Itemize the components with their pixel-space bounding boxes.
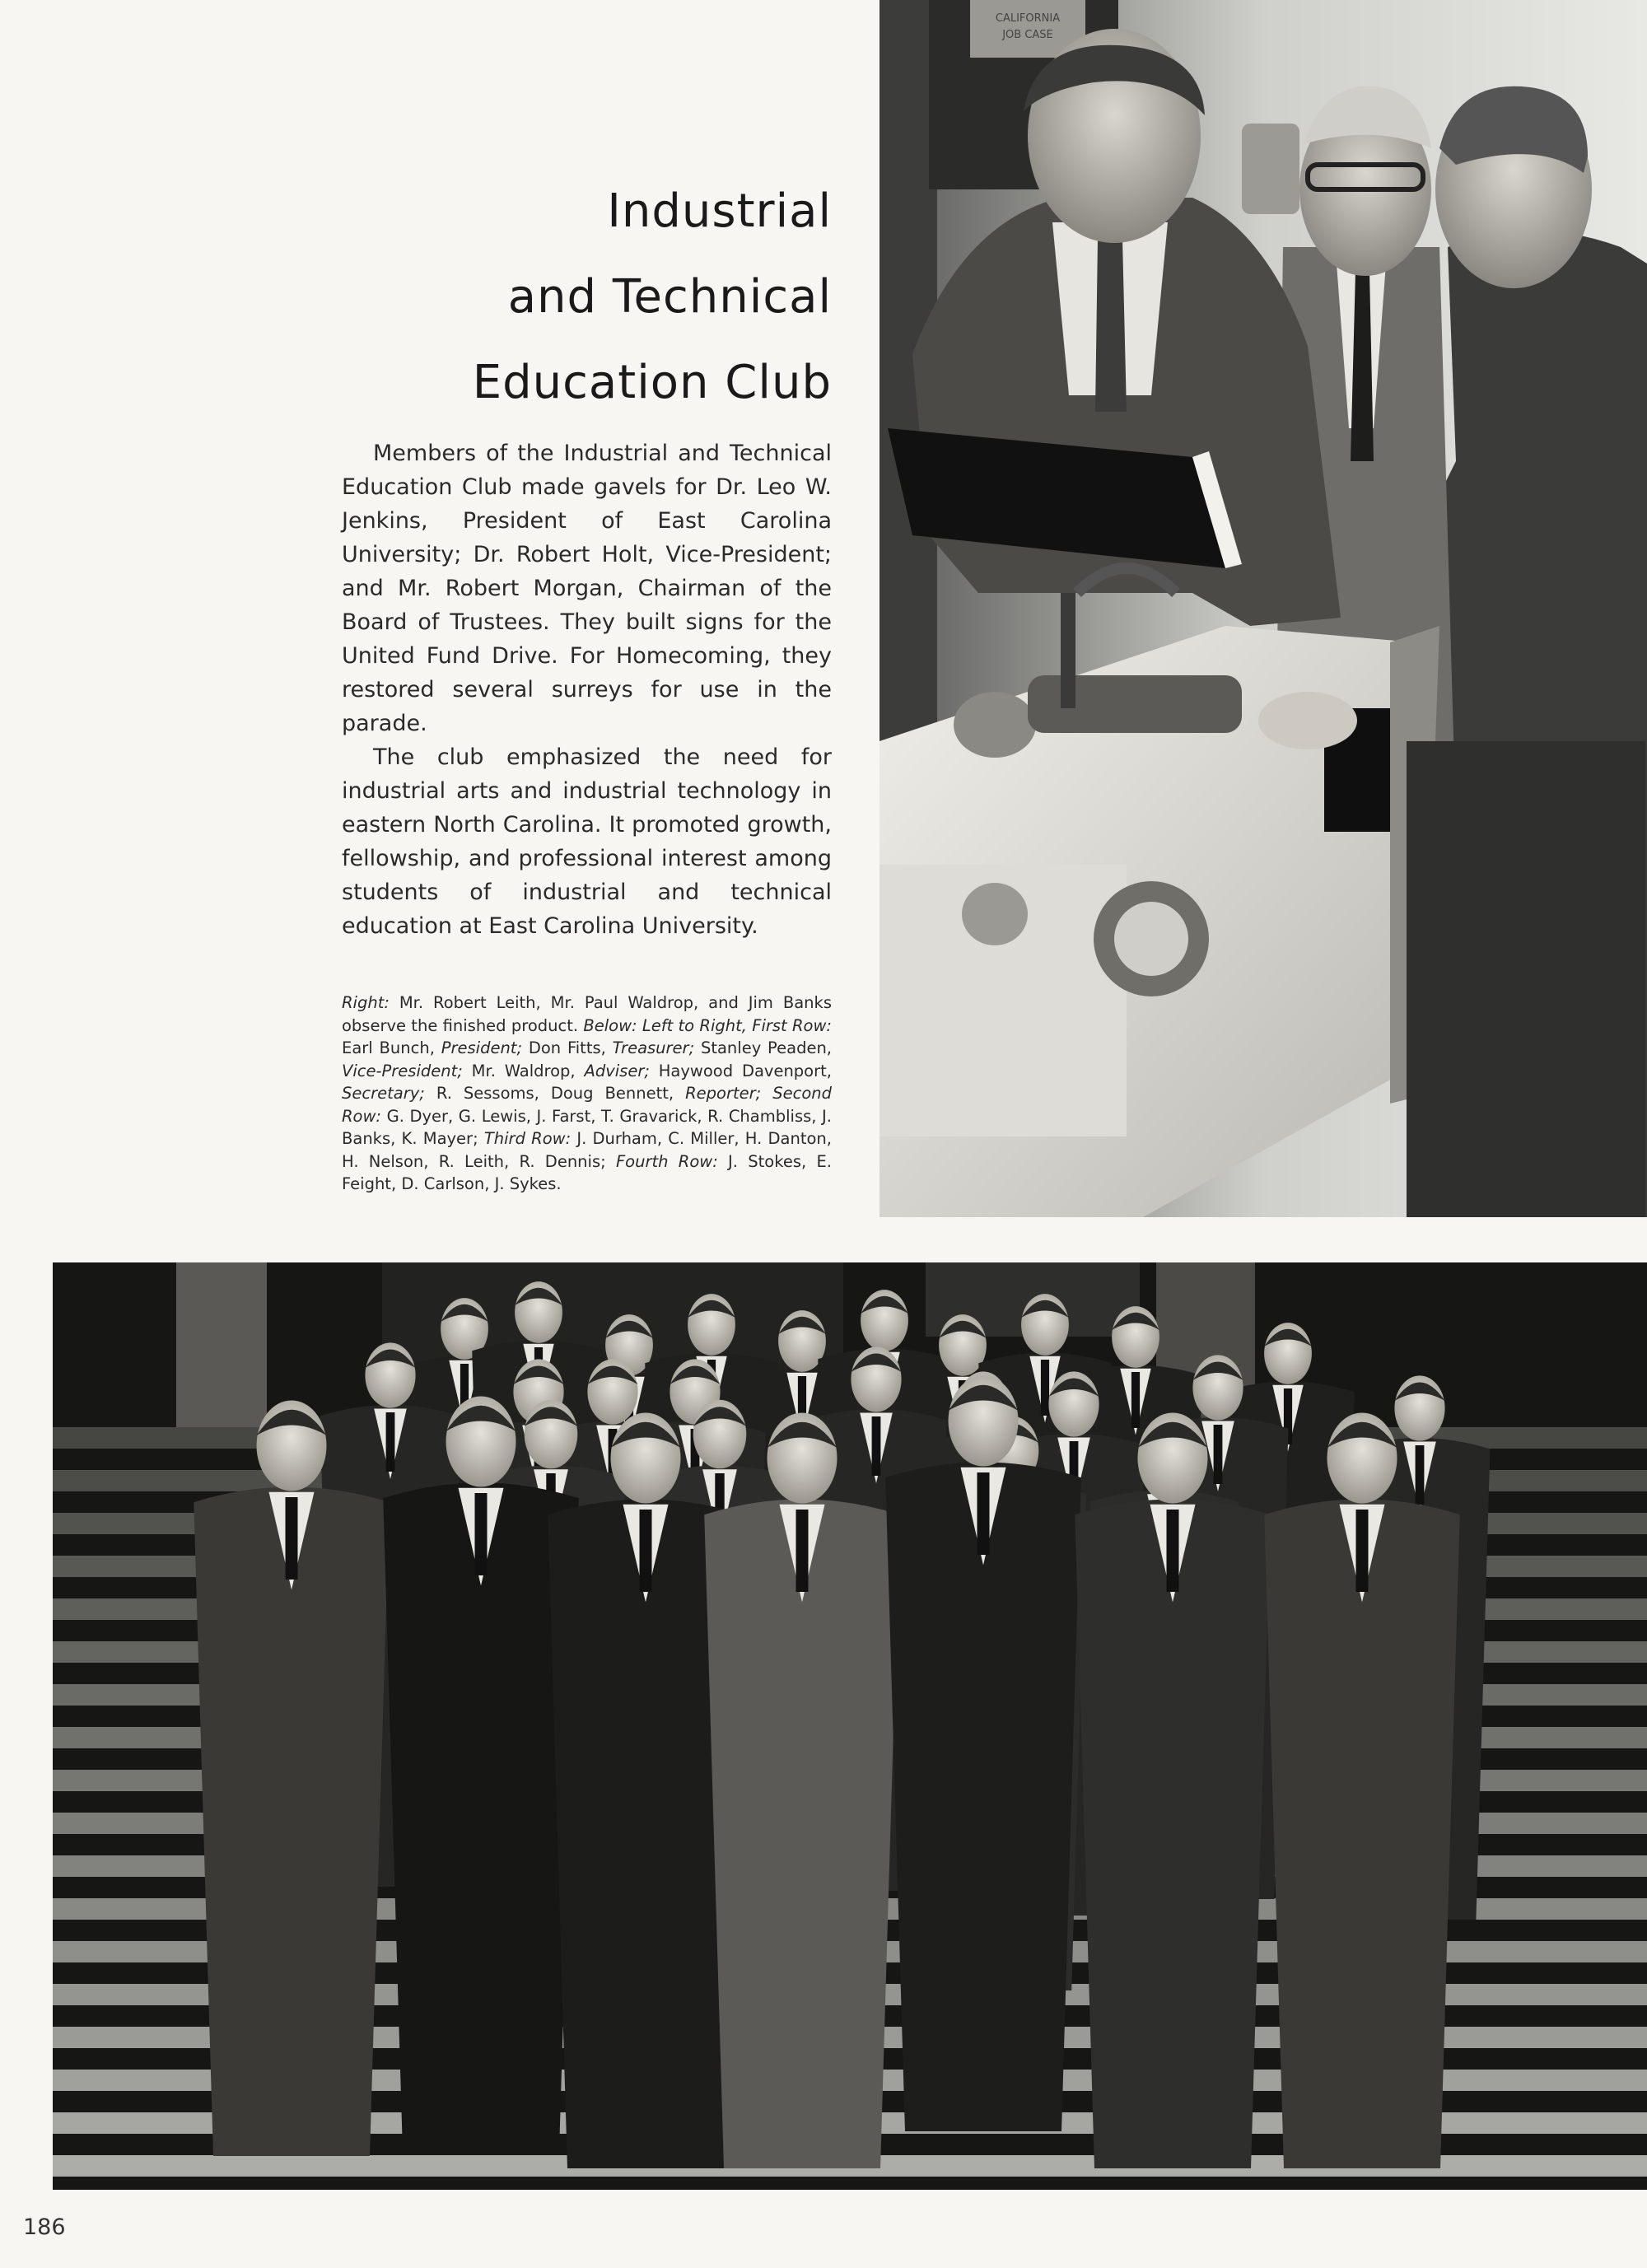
caption-run: Third Row:	[483, 1129, 572, 1148]
photo-men-at-press	[879, 0, 1647, 1217]
caption-run: Mr. Robert Leith, Mr. Paul Waldrop, and Jim Banks observe the finished product.	[342, 993, 832, 1035]
caption-run: Below: Left to Right, First Row:	[583, 1015, 832, 1035]
caption-run: Mr. Waldrop,	[462, 1061, 585, 1080]
group-member-figure	[383, 1397, 579, 2153]
title-line-2: and Technical	[507, 270, 832, 324]
article-body	[342, 436, 832, 943]
sign-line-1: CALIFORNIA	[995, 12, 1061, 25]
caption-run: J. Durham, C. Miller, H. Danton, H. Nelson, R. Leith, R. Dennis;	[342, 1129, 832, 1171]
caption-run: Right:	[342, 993, 390, 1012]
page-title	[255, 169, 832, 426]
group-member-figure	[194, 1401, 390, 2157]
caption-run: Haywood Davenport,	[649, 1061, 832, 1080]
photo-club-group	[53, 1262, 1647, 2190]
caption-run: Fourth Row:	[615, 1151, 718, 1171]
caption-run: Treasurer;	[612, 1038, 695, 1057]
group-member-figure	[1264, 1413, 1460, 2169]
caption-run: Don Fitts,	[522, 1038, 613, 1057]
caption-run: President;	[441, 1038, 523, 1057]
caption-run: R. Sessoms, Doug Bennett,	[424, 1084, 686, 1103]
sign-line-2: JOB CASE	[1002, 29, 1053, 41]
caption-run: Adviser;	[584, 1061, 650, 1080]
caption-run: Stanley Peaden,	[694, 1038, 832, 1057]
caption-run: Earl Bunch,	[342, 1038, 441, 1057]
title-line-3: Education Club	[472, 356, 832, 409]
caption-run: G. Dyer, G. Lewis, J. Farst, T. Gravarick, R. Chambliss, J. Banks, K. Mayer;	[342, 1106, 832, 1148]
group-member-figure	[885, 1376, 1081, 2132]
photo-caption	[342, 992, 832, 1196]
caption-run: Vice-President;	[342, 1061, 463, 1080]
page-number: 186	[23, 2214, 66, 2240]
body-paragraph: The club emphasized the need for industrial arts and industrial technology in eastern North Carolina. It promoted growth, fellowship, and professional interest among students of industrial and technical education at East Carolina University.	[342, 744, 832, 939]
body-paragraph: Members of the Industrial and Technical Education Club made gavels for Dr. Leo W. Jenkins, President of East Carolina University; Dr. Robert Holt, Vice-President; and Mr. Robert Morgan, Chairman of the Board of Trustees. They built signs for the United Fund Drive. For Homecoming, they restored several surreys for use in the parade.	[342, 441, 832, 736]
caption-run: J. Stokes, E. Feight, D. Carlson, J. Sykes.	[342, 1151, 832, 1193]
group-member-figure	[1075, 1413, 1271, 2169]
title-line-1: Industrial	[607, 184, 832, 238]
group-member-figure	[704, 1413, 900, 2169]
caption-run: Reporter; Second Row:	[342, 1084, 832, 1126]
caption-run: Secretary;	[342, 1084, 425, 1103]
